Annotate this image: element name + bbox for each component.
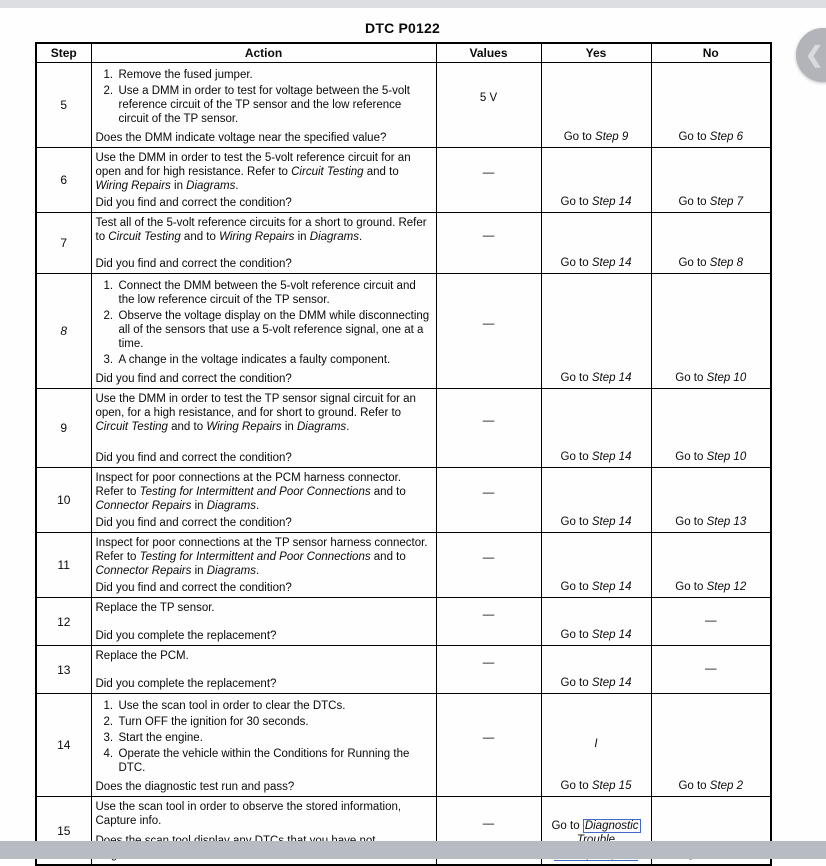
yes-cell	[541, 389, 651, 468]
goto-step-link[interactable]: Step 14	[591, 372, 632, 385]
no-cell	[651, 598, 771, 646]
value-text: —	[482, 552, 495, 565]
action-cell	[91, 694, 436, 797]
table-row	[36, 468, 771, 533]
no-cell	[651, 533, 771, 598]
page-top-strip	[0, 0, 826, 8]
yes-text: Go to Step 9	[563, 131, 629, 144]
reference-italic: Testing for Intermittent and Poor Connections	[139, 486, 371, 499]
action-item: 1. Connect the DMM between the 5-volt reference circuit and the low reference circuit of the TP sensor.	[103, 280, 416, 307]
value-text: —	[482, 415, 495, 428]
action-question: Does the DMM indicate voltage near the specified value?	[95, 132, 387, 145]
value-text: 5 V	[479, 92, 498, 105]
no-cell	[651, 274, 771, 389]
table-row	[36, 274, 771, 389]
goto-step-link[interactable]: Step 14	[591, 581, 632, 594]
no-text: Go to Step 7	[678, 196, 744, 209]
action-question: Did you complete the replacement?	[95, 678, 277, 691]
table-row	[36, 63, 771, 148]
value-text: —	[482, 167, 495, 180]
no-cell	[651, 389, 771, 468]
action-cell	[91, 598, 436, 646]
action-question: Did you find and correct the condition?	[95, 373, 292, 386]
yes-text: Go to Step 14	[560, 372, 632, 385]
no-text: —	[705, 615, 717, 628]
values-cell	[436, 63, 541, 148]
table-row	[36, 148, 771, 213]
reference-italic: Wiring Repairs	[95, 180, 171, 193]
yes-cell	[541, 694, 651, 797]
step-cell: 14	[36, 694, 91, 797]
action-cell	[91, 63, 436, 148]
yes-cell	[541, 63, 651, 148]
value-text: —	[482, 318, 495, 331]
values-cell	[436, 646, 541, 694]
goto-step-link[interactable]: Step 2	[709, 780, 744, 793]
no-cell	[651, 468, 771, 533]
page-bottom-strip	[0, 841, 826, 859]
yes-cell	[541, 274, 651, 389]
action-text: Replace the PCM.	[95, 650, 189, 663]
goto-step-link[interactable]: Step 10	[706, 451, 747, 464]
yes-text: Go to Step 14	[560, 677, 632, 690]
yes-cell	[541, 533, 651, 598]
step-cell: 5	[36, 63, 91, 148]
values-cell	[436, 389, 541, 468]
action-item: 1. Use the scan tool in order to clear the DTCs.	[103, 700, 346, 713]
action-cell	[91, 389, 436, 468]
action-question: Does the diagnostic test run and pass?	[95, 781, 295, 794]
reference-italic: Wiring Repairs	[219, 231, 295, 244]
yes-text: Go to Step 14	[560, 516, 632, 529]
no-text: —	[705, 663, 717, 676]
action-cell	[91, 213, 436, 274]
table-row	[36, 389, 771, 468]
goto-step-link[interactable]: Step 15	[591, 780, 632, 793]
yes-text: Go to Step 14	[560, 629, 632, 642]
chevron-left-icon: ❮	[805, 42, 824, 67]
page-title: DTC P0122	[365, 20, 440, 36]
reference-italic: Diagrams	[186, 180, 236, 193]
goto-step-link[interactable]: Step 8	[709, 257, 744, 270]
action-item: 3. A change in the voltage indicates a faulty component.	[103, 354, 391, 367]
dtc-table	[35, 42, 772, 866]
no-cell	[651, 63, 771, 148]
table-row	[36, 694, 771, 797]
yes-cell	[541, 646, 651, 694]
values-cell	[436, 468, 541, 533]
values-cell	[436, 598, 541, 646]
step-cell: 6	[36, 148, 91, 213]
no-text: Go to Step 10	[675, 372, 747, 385]
no-cell	[651, 148, 771, 213]
action-cell	[91, 646, 436, 694]
action-item: 2. Use a DMM in order to test for voltage between the 5-volt reference circuit of the TP sensor and the low reference circuit of the TP sensor.	[103, 85, 410, 126]
goto-step-link[interactable]: Step 14	[591, 451, 632, 464]
value-text: —	[482, 817, 495, 830]
reference-italic: Circuit Testing	[108, 231, 181, 244]
action-question: Did you find and correct the condition?	[95, 258, 292, 271]
action-item: 2. Turn OFF the ignition for 30 seconds.	[103, 716, 309, 729]
goto-step-link[interactable]: Step 14	[591, 516, 632, 529]
step-cell: 13	[36, 646, 91, 694]
no-cell	[651, 694, 771, 797]
goto-step-link[interactable]: Step 6	[709, 131, 744, 144]
step-cell: 11	[36, 533, 91, 598]
action-cell	[91, 468, 436, 533]
column-header-yes: Yes	[541, 43, 651, 63]
action-text: Use the DMM in order to test the TP sensor signal circuit for an open, for a high resistance, and for short to ground. Refer to Circuit Testing and to Wiring Repairs in Diagrams.	[95, 393, 416, 434]
values-cell	[436, 694, 541, 797]
no-cell	[651, 213, 771, 274]
action-text: Replace the TP sensor.	[95, 602, 215, 615]
column-header-no: No	[651, 43, 771, 63]
step-cell: 9	[36, 389, 91, 468]
action-text: Inspect for poor connections at the TP sensor harness connector. Refer to Testing for Intermittent and Poor Connections and to Connector Repairs in Diagrams.	[95, 537, 428, 578]
action-text: Use the scan tool in order to observe the stored information, Capture info.	[95, 801, 402, 828]
reference-italic: Diagrams	[296, 421, 347, 434]
action-question: Did you find and correct the condition?	[95, 452, 292, 465]
step-cell: 8	[36, 274, 91, 389]
goto-step-link[interactable]: Step 14	[591, 677, 632, 690]
column-header-action: Action	[91, 43, 436, 63]
no-text: Go to Step 13	[675, 516, 747, 529]
step-cell: 15	[36, 797, 91, 866]
action-item: 4. Operate the vehicle within the Conditions for Running the DTC.	[103, 748, 410, 775]
step-cell: 12	[36, 598, 91, 646]
action-cell	[91, 274, 436, 389]
action-item: 2. Observe the voltage display on the DMM while disconnecting all of the sensors that use a 5-volt reference signal, one at a time.	[103, 310, 430, 351]
action-text: Test all of the 5-volt reference circuits for a short to ground. Refer to Circuit Testing and to Wiring Repairs in Diagrams.	[95, 217, 427, 244]
dtc-table-body	[36, 63, 771, 866]
table-row	[36, 213, 771, 274]
no-text: Go to Step 12	[675, 581, 747, 594]
reference-italic: Diagrams	[206, 565, 256, 578]
value-text: —	[482, 230, 495, 243]
stray-mark: I	[594, 738, 598, 751]
action-question: Did you complete the replacement?	[95, 630, 277, 643]
yes-text: Go to Diagnostic	[542, 817, 651, 864]
yes-text: Go to Step 14	[560, 196, 632, 209]
goto-step-link[interactable]: Step 13	[706, 516, 747, 529]
action-question: Did you find and correct the condition?	[95, 582, 292, 595]
no-text: Go to Step 8	[678, 257, 744, 270]
column-header-step: Step	[36, 43, 91, 63]
values-cell	[436, 148, 541, 213]
values-cell	[436, 274, 541, 389]
action-text: Inspect for poor connections at the PCM harness connector. Refer to Testing for Intermittent and Poor Connections and to Connector Repairs in Diagrams.	[95, 472, 406, 513]
action-text: Use the DMM in order to test the 5-volt reference circuit for an open and for high resistance. Refer to Circuit Testing and to Wiring Repairs in Diagrams.	[95, 152, 411, 193]
yes-cell	[541, 598, 651, 646]
goto-step-link[interactable]: Step 14	[591, 196, 632, 209]
column-header-values: Values	[436, 43, 541, 63]
reference-italic: Diagrams	[309, 231, 359, 244]
header-row	[36, 43, 771, 63]
action-cell	[91, 148, 436, 213]
reference-italic: Wiring Repairs	[206, 421, 282, 434]
yes-cell	[541, 213, 651, 274]
goto-step-link[interactable]: Step 14	[591, 629, 632, 642]
table-row	[36, 533, 771, 598]
yes-text: Go to Step 14	[560, 451, 632, 464]
yes-cell	[541, 468, 651, 533]
values-cell	[436, 533, 541, 598]
action-question: Did you find and correct the condition?	[95, 197, 292, 210]
reference-italic: Testing for Intermittent and Poor Connections	[139, 551, 371, 564]
yes-text: Go to Step 14	[560, 581, 632, 594]
no-text: Go to Step 2	[678, 780, 744, 793]
step-cell: 10	[36, 468, 91, 533]
action-item: 3. Start the engine.	[103, 732, 203, 745]
no-cell	[651, 646, 771, 694]
reference-italic: Connector Repairs	[95, 565, 192, 578]
reference-italic: Circuit Testing	[95, 421, 168, 434]
document-page	[0, 8, 826, 841]
value-text: —	[482, 487, 495, 500]
goto-step-link[interactable]: Step 9	[595, 131, 629, 144]
table-row	[36, 598, 771, 646]
goto-step-link[interactable]: Step 7	[709, 196, 744, 209]
no-text: Go to Step 6	[678, 131, 744, 144]
values-cell	[436, 213, 541, 274]
yes-text: Go to Step 15	[560, 780, 632, 793]
yes-cell	[541, 148, 651, 213]
value-text: —	[482, 608, 495, 621]
action-question: Did you find and correct the condition?	[95, 517, 292, 530]
goto-step-link[interactable]: Step 12	[706, 581, 747, 594]
table-row	[36, 646, 771, 694]
step-cell: 7	[36, 213, 91, 274]
value-text: —	[482, 732, 495, 745]
action-cell	[91, 533, 436, 598]
reference-italic: Diagrams	[206, 500, 256, 513]
yes-text: Go to Step 14	[560, 257, 632, 270]
goto-step-link[interactable]: Step 14	[591, 257, 632, 270]
dtc-list-link[interactable]: Diagnostic	[584, 820, 639, 833]
value-text: —	[482, 656, 495, 669]
reference-italic: Connector Repairs	[95, 500, 192, 513]
reference-italic: Circuit Testing	[291, 166, 364, 179]
goto-step-link[interactable]: Step 10	[706, 372, 747, 385]
no-text: Go to Step 10	[675, 451, 747, 464]
action-item: 1. Remove the fused jumper.	[103, 69, 253, 81]
